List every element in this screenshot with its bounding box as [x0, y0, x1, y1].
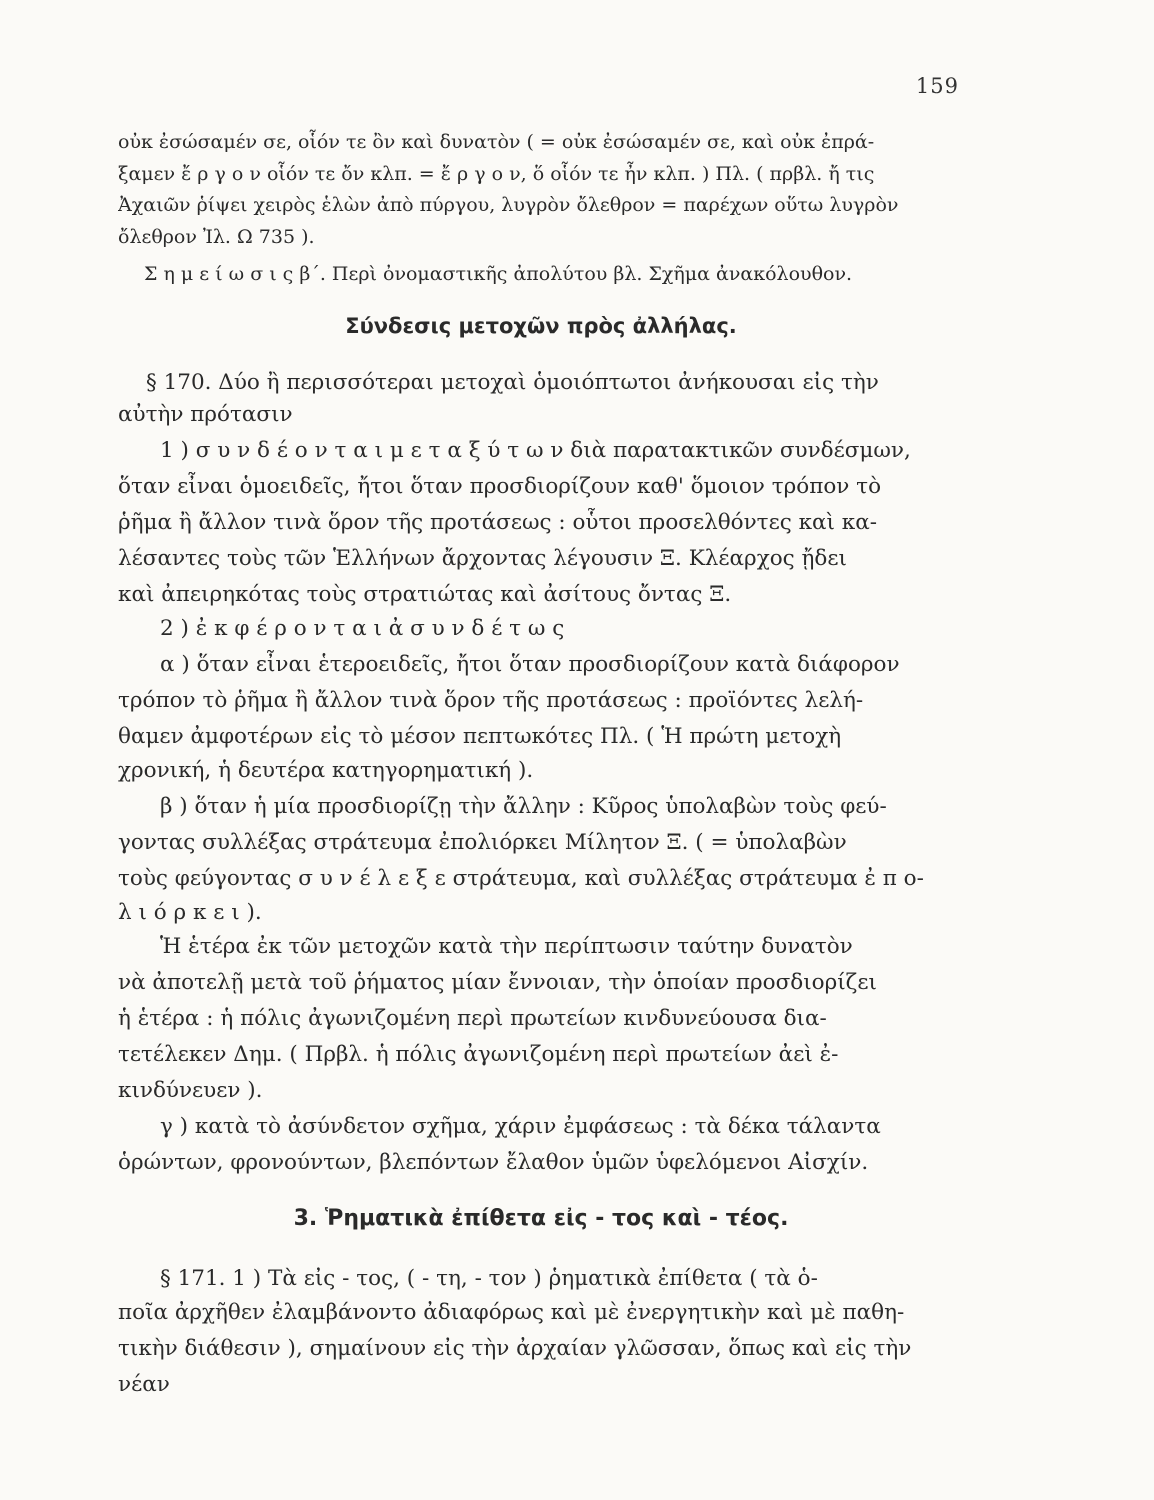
- text-line: νέαν: [118, 1372, 170, 1397]
- text-line: καὶ ἀπειρηκότας τοὺς στρατιώτας καὶ ἀσίτους ὄντας Ξ.: [118, 582, 732, 607]
- note-line: Σ η μ ε ί ω σ ι ς β΄. Περὶ ὀνομαστικῆς ἀπολύτου βλ. Σχῆμα ἀνακόλουθον.: [144, 263, 853, 285]
- page-number: 159: [915, 74, 959, 98]
- text-line: ἡ ἑτέρα : ἡ πόλις ἀγωνιζομένη περὶ πρωτείων κινδυνεύουσα δια-: [118, 1006, 827, 1031]
- subitem-beta: β ) ὅταν ἡ μία προσδιορίζῃ τὴν ἄλλην : Κῦρος ὑπολαβὼν τοὺς φεύ-: [160, 794, 887, 819]
- text-line: λέσαντες τοὺς τῶν Ἑλλήνων ἄρχοντας λέγουσιν Ξ. Κλέαρχος ᾔδει: [118, 546, 847, 571]
- text-line: νὰ ἀποτελῇ μετὰ τοῦ ῥήματος μίαν ἔννοιαν, τὴν ὁποίαν προσδιορίζει: [118, 970, 877, 995]
- text-line: τετέλεκεν Δημ. ( Πρβλ. ἡ πόλις ἀγωνιζομένη περὶ πρωτείων ἀεὶ ἐ-: [118, 1042, 839, 1067]
- section-heading: Σύνδεσις μετοχῶν πρὸς ἀλλήλας.: [345, 314, 737, 338]
- list-item-1: 1 ) σ υ ν δ έ ο ν τ α ι μ ε τ α ξ ύ τ ω ν διὰ παρατακτικῶν συνδέσμων,: [160, 438, 911, 463]
- text-line: ὅταν εἶναι ὁμοειδεῖς, ἤτοι ὅταν προσδιορίζουν καθ' ὅμοιον τρόπον τὸ: [118, 474, 882, 499]
- text-line: αὐτὴν πρότασιν: [118, 402, 293, 427]
- text-line: λ ι ό ρ κ ε ι ).: [118, 900, 262, 925]
- text-line: οὐκ ἐσώσαμέν σε, οἷόν τε ὂν καὶ δυνατὸν ( = οὐκ ἐσώσαμέν σε, καὶ οὐκ ἐπρά-: [118, 131, 875, 153]
- list-item-2: 2 ) ἐ κ φ έ ρ ο ν τ α ι ἀ σ υ ν δ έ τ ω ς: [160, 616, 565, 641]
- text-line: χρονική, ἡ δευτέρα κατηγορηματική ).: [118, 758, 534, 783]
- text-line: κινδύνευεν ).: [118, 1078, 263, 1103]
- subitem-alpha: α ) ὅταν εἶναι ἑτεροειδεῖς, ἤτοι ὅταν προσδιορίζουν κατὰ διάφορον: [160, 652, 900, 677]
- text-line: ξαμεν ἔ ρ γ ο ν οἷόν τε ὄν κλπ. = ἔ ρ γ ο ν, ὅ οἷόν τε ἦν κλπ. ) Πλ. ( πρβλ. ἤ τις: [118, 163, 875, 185]
- text-line: τικὴν διάθεσιν ), σημαίνουν εἰς τὴν ἀρχαίαν γλῶσσαν, ὅπως καὶ εἰς τὴν: [118, 1336, 912, 1361]
- section-heading: 3. Ῥηματικὰ ἐπίθετα εἰς - τος καὶ - τέος.: [293, 1206, 789, 1231]
- text-line: ῥῆμα ἢ ἄλλον τινὰ ὅρον τῆς προτάσεως : οὗτοι προσελθόντες καὶ κα-: [118, 510, 878, 535]
- paragraph-171-start: § 171. 1 ) Τὰ εἰς - τος, ( - τη, - τον ) ῥηματικὰ ἐπίθετα ( τὰ ὁ-: [160, 1266, 818, 1291]
- text-line: Ἀχαιῶν ῥίψει χειρὸς ἑλὼν ἀπὸ πύργου, λυγρὸν ὄλεθρον = παρέχων οὕτω λυγρὸν: [118, 194, 899, 216]
- text-line: τρόπον τὸ ῥῆμα ἢ ἄλλον τινὰ ὅρον τῆς προτάσεως : προϊόντες λελή-: [118, 688, 864, 713]
- text-line: θαμεν ἀμφοτέρων εἰς τὸ μέσον πεπτωκότες Πλ. ( Ἡ πρώτη μετοχὴ: [118, 724, 842, 749]
- text-line: τοὺς φεύγοντας σ υ ν έ λ ε ξ ε στράτευμα, καὶ συλλέξας στράτευμα ἐ π ο-: [118, 866, 924, 891]
- text-line: ὄλεθρον Ἰλ. Ω 735 ).: [118, 226, 315, 248]
- text-line: Ἡ ἑτέρα ἐκ τῶν μετοχῶν κατὰ τὴν περίπτωσιν ταύτην δυνατὸν: [160, 934, 853, 959]
- text-line: ποῖα ἀρχῆθεν ἐλαμβάνοντο ἀδιαφόρως καὶ μὲ ἐνεργητικὴν καὶ μὲ παθη-: [118, 1300, 905, 1325]
- paragraph-170-start: § 170. Δύο ἢ περισσότεραι μετοχαὶ ὁμοιόπτωτοι ἀνήκουσαι εἰς τὴν: [146, 370, 879, 395]
- subitem-gamma: γ ) κατὰ τὸ ἀσύνδετον σχῆμα, χάριν ἐμφάσεως : τὰ δέκα τάλαντα: [160, 1114, 881, 1139]
- text-line: ὁρώντων, φρονούντων, βλεπόντων ἔλαθον ὑμῶν ὑφελόμενοι Αἰσχίν.: [118, 1150, 869, 1175]
- text-line: γοντας συλλέξας στράτευμα ἐπολιόρκει Μίλητον Ξ. ( = ὑπολαβὼν: [118, 830, 847, 855]
